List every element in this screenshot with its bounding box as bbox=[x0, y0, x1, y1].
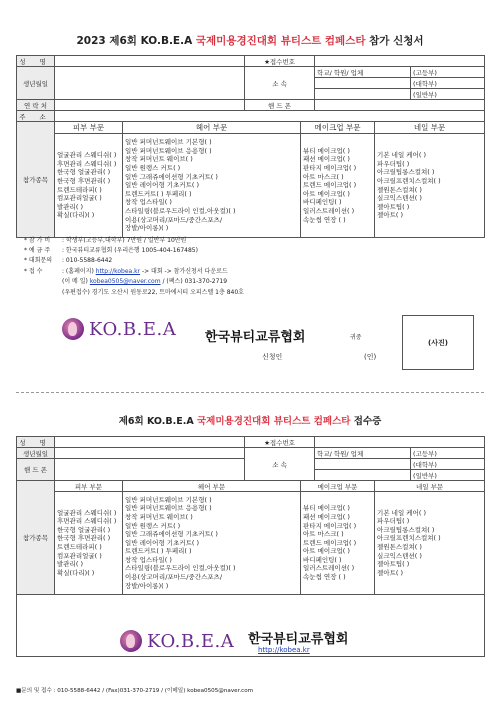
mobile-label: 핸 드 폰 bbox=[245, 100, 315, 111]
signer-label: 신청인 bbox=[262, 353, 283, 361]
event-option[interactable]: 트렌드커트( ) 투페리( ) bbox=[125, 189, 192, 198]
event-option[interactable]: 한국형 후면관리( ) bbox=[57, 176, 111, 185]
event-option[interactable]: 확실(다리)( ) bbox=[57, 568, 95, 577]
receipt-affiliation-option-general[interactable]: (일반부) bbox=[411, 470, 485, 481]
seal-label: (인) bbox=[364, 353, 377, 361]
event-option[interactable]: 젤원톤스컬쳐( ) bbox=[377, 185, 422, 194]
receipt-name-label: 성 명 bbox=[17, 437, 55, 448]
affiliation-option-general[interactable]: (일반부) bbox=[411, 89, 485, 100]
cut-line bbox=[16, 392, 484, 393]
receipt-reg-no-label: ★접수번호 bbox=[245, 437, 315, 448]
event-option[interactable]: 파우더팁( ) bbox=[377, 159, 410, 168]
receipt-homepage-link[interactable]: http://kobea.kr bbox=[258, 646, 310, 654]
receipt-affiliation-label: 소 속 bbox=[245, 448, 315, 481]
event-option[interactable]: 이용(상고머리/포마드/중간스포츠/ bbox=[125, 215, 223, 224]
group-head-makeup: 메이크업 부문 bbox=[301, 122, 375, 134]
receipt-group-head-nail: 네일 부문 bbox=[375, 481, 485, 492]
receipt-reg-no-value[interactable] bbox=[315, 437, 485, 448]
event-option[interactable]: 판타지 메이크업( ) bbox=[303, 521, 357, 530]
group-head-skin: 피부 부문 bbox=[55, 122, 123, 134]
event-option[interactable]: 한국형 얼굴관리( ) bbox=[57, 525, 111, 534]
event-option[interactable]: 실크익스텐션( ) bbox=[377, 551, 422, 560]
receipt-group-items-makeup[interactable] bbox=[301, 492, 375, 595]
event-option[interactable]: 아크릴팁롱스컬쳐( ) bbox=[377, 168, 435, 177]
receipt-group-head-skin: 피부 부문 bbox=[55, 481, 123, 492]
affiliation-input[interactable] bbox=[315, 78, 411, 89]
receipt-event-label: 참가종목 bbox=[17, 481, 55, 595]
apply-mail-line: (우편접수) 경기도 오산시 원동로22, 트마에시티 오피스텔 1층 840호 bbox=[62, 289, 244, 296]
homepage-link[interactable]: http://kobea.kr bbox=[95, 268, 141, 275]
event-option[interactable]: 일반 퍼머넌트웨이브 기본형( ) bbox=[125, 138, 212, 147]
receipt-birth-input[interactable] bbox=[55, 448, 245, 459]
event-option[interactable]: 일러스트레이션( ) bbox=[303, 206, 355, 215]
event-option[interactable]: 트렌드커트( ) 투페리( ) bbox=[125, 547, 192, 556]
apply-line: * 접 수 : (홈페이지) http://kobea.kr -> 대회 -> 참가신청서 다운로드 bbox=[24, 268, 228, 275]
receipt-table bbox=[16, 436, 485, 657]
name-label: 성 명 bbox=[17, 56, 55, 67]
event-option[interactable]: 확실(다리)( ) bbox=[57, 211, 95, 220]
birth-input[interactable] bbox=[55, 67, 245, 100]
event-option[interactable]: 장발/아이롱)( ) bbox=[125, 581, 169, 590]
receipt-affiliation-sub-label: 학교/ 학원/ 업체 bbox=[315, 448, 411, 459]
event-option[interactable]: 뷰티 메이크업( ) bbox=[303, 146, 350, 155]
event-label: 참가종목 bbox=[17, 122, 55, 238]
receipt-birth-label: 생년월일 bbox=[17, 448, 55, 459]
event-option[interactable]: 일러스트레이션( ) bbox=[303, 564, 355, 573]
group-items-makeup[interactable] bbox=[301, 134, 375, 238]
event-option[interactable]: 얼굴관리 스웨디쉬( ) bbox=[57, 508, 117, 517]
receipt-kobea-logo-icon bbox=[120, 630, 142, 652]
event-option[interactable]: 아크릴프렌치스컬쳐( ) bbox=[377, 534, 441, 543]
receipt-logo bbox=[120, 630, 234, 652]
group-head-hair: 헤어 부문 bbox=[123, 122, 301, 134]
event-option[interactable]: 장발/아이롱)( ) bbox=[125, 224, 169, 233]
recipient-suffix: 귀중 bbox=[350, 334, 362, 341]
event-option[interactable]: 아트 메이크업( ) bbox=[303, 189, 350, 198]
event-option[interactable]: 패션 메이크업( ) bbox=[303, 155, 350, 164]
event-option[interactable]: 컴포관리얼굴( ) bbox=[57, 194, 102, 203]
receipt-group-items-nail[interactable] bbox=[375, 492, 485, 595]
affiliation-label: 소 속 bbox=[245, 67, 315, 100]
event-option[interactable]: 판타지 메이크업( ) bbox=[303, 164, 357, 173]
application-table bbox=[16, 55, 485, 238]
receipt-mobile-label: 핸 드 폰 bbox=[17, 459, 55, 481]
event-option[interactable]: 일반 레이어형 기초커트( ) bbox=[125, 538, 200, 547]
contact-input[interactable] bbox=[55, 100, 245, 111]
event-option[interactable]: 기본 네일 케어( ) bbox=[377, 151, 426, 160]
event-option[interactable]: 얼굴관리 스웨디쉬( ) bbox=[57, 151, 117, 160]
receipt-mobile-input[interactable] bbox=[55, 459, 245, 481]
event-option[interactable]: 바디페인팅( ) bbox=[303, 198, 342, 207]
receipt-name-input[interactable] bbox=[55, 437, 245, 448]
event-option[interactable]: 창작 퍼머넌트 웨이브( ) bbox=[125, 512, 193, 521]
event-option[interactable]: 스타일링(블로우드라이 인컬,아웃컬)( ) bbox=[125, 564, 236, 573]
event-option[interactable]: 바디페인팅( ) bbox=[303, 555, 342, 564]
affiliation-option-high[interactable]: (고등부) bbox=[411, 67, 485, 78]
logo bbox=[62, 318, 176, 340]
event-option[interactable]: 뷰티 메이크업( ) bbox=[303, 504, 350, 513]
event-option[interactable]: 젤원톤스컬쳐( ) bbox=[377, 543, 422, 551]
photo-box[interactable]: (사진) bbox=[402, 315, 474, 370]
receipt-logo-cell bbox=[17, 595, 485, 657]
event-option[interactable]: 발관리( ) bbox=[57, 560, 83, 569]
event-option[interactable]: 젤아트팁( ) bbox=[377, 560, 410, 569]
footer-contact: ■문의 및 접수 : 010-5588-6442 / (Fax)031-370-2719 / (이메일) kobea0505@naver.com bbox=[16, 688, 254, 694]
affiliation-input-2[interactable] bbox=[315, 89, 411, 100]
event-option[interactable]: 한국형 후면관리( ) bbox=[57, 534, 111, 543]
event-option[interactable]: 스타일링(블로우드라이 인컬,아웃컬)( ) bbox=[125, 206, 236, 215]
logo-text: KO.B.E.A bbox=[89, 318, 177, 340]
group-head-nail: 네일 부문 bbox=[375, 122, 485, 134]
email-link[interactable]: kobea0505@naver.com bbox=[89, 278, 161, 285]
event-option[interactable]: 아트 마스크( ) bbox=[303, 530, 344, 539]
inquiry-line: * 대회문의 : 010-5588-6442 bbox=[24, 257, 113, 264]
reg-no-value[interactable] bbox=[315, 56, 485, 67]
event-option[interactable]: 일반 레이어형 기초커트( ) bbox=[125, 181, 200, 190]
receipt-title: 제6회 KO.B.E.A 국제미용경진대회 뷰티스트 컴페스타 접수증 bbox=[118, 416, 382, 427]
group-items-nail[interactable] bbox=[375, 134, 485, 238]
event-option[interactable]: 아트 마스크( ) bbox=[303, 172, 344, 181]
event-option[interactable]: 트렌드 메이크업( ) bbox=[303, 538, 357, 547]
receipt-group-head-hair: 헤어 부문 bbox=[123, 481, 301, 492]
birth-label: 생년월일 bbox=[17, 67, 55, 100]
receipt-group-head-makeup: 메이크업 부문 bbox=[301, 481, 375, 492]
event-option[interactable]: 일반 퍼머넌트웨이브 응용형( ) bbox=[125, 504, 212, 513]
address-input[interactable] bbox=[55, 111, 485, 122]
fee-line: * 참 가 비 : 학생부(고등부,대학부) 7만원 / 일반부 10만원 bbox=[24, 237, 187, 244]
apply-email-line: (이 메 일) kobea0505@naver.com / (팩스) 031-370-2719 bbox=[62, 278, 228, 285]
event-option[interactable]: 창작 퍼머넌트 웨이브( ) bbox=[125, 155, 193, 164]
reg-no-label: ★접수번호 bbox=[245, 56, 315, 67]
event-option[interactable]: 일반 퍼머넌트웨이브 기본형( ) bbox=[125, 495, 212, 504]
event-option[interactable]: 일반 원랭스 커트( ) bbox=[125, 521, 181, 530]
event-option[interactable]: 후면관리 스웨디쉬( ) bbox=[57, 517, 117, 526]
event-option[interactable]: 한국형 얼굴관리( ) bbox=[57, 168, 111, 177]
event-option[interactable]: 일반 원랭스 커트( ) bbox=[125, 164, 181, 173]
event-option[interactable]: 속눈썹 연장 ( ) bbox=[303, 573, 346, 582]
event-option[interactable]: 아크릴팁롱스컬쳐( ) bbox=[377, 525, 435, 534]
contact-label: 연 락 처 bbox=[17, 100, 55, 111]
event-option[interactable]: 트렌드테라피( ) bbox=[57, 185, 102, 194]
receipt-affiliation-input[interactable] bbox=[315, 459, 411, 470]
address-label: 주 소 bbox=[17, 111, 55, 122]
event-option[interactable]: 젤아트( ) bbox=[377, 211, 404, 220]
receipt-logo-text: KO.B.E.A bbox=[147, 630, 235, 652]
receipt-association-name: 한국뷰티교류협회 bbox=[248, 632, 349, 647]
event-option[interactable]: 트렌드 메이크업( ) bbox=[303, 181, 357, 190]
event-option[interactable]: 트렌드테라피( ) bbox=[57, 543, 102, 551]
event-option[interactable]: 일반 퍼머넌트웨이브 응용형( ) bbox=[125, 146, 212, 155]
receipt-group-items-skin[interactable] bbox=[55, 492, 123, 595]
kobea-logo-icon bbox=[62, 318, 84, 340]
group-items-hair[interactable] bbox=[123, 134, 301, 238]
affiliation-option-college[interactable]: (대학부) bbox=[411, 78, 485, 89]
receipt-affiliation-option-high[interactable]: (고등부) bbox=[411, 448, 485, 459]
receipt-group-items-hair[interactable] bbox=[123, 492, 301, 595]
name-input[interactable] bbox=[55, 56, 245, 67]
event-option[interactable]: 일반 그래쥬에이션형 기초커트( ) bbox=[125, 530, 218, 539]
event-option[interactable]: 실크익스텐션( ) bbox=[377, 194, 422, 203]
event-option[interactable]: 패션 메이크업( ) bbox=[303, 512, 350, 521]
event-option[interactable]: 창작 업스타일( ) bbox=[125, 555, 172, 564]
event-option[interactable]: 기본 네일 케어( ) bbox=[377, 508, 426, 517]
event-option[interactable]: 젤아트팁( ) bbox=[377, 202, 410, 211]
event-option[interactable]: 속눈썹 연장 ( ) bbox=[303, 215, 346, 224]
event-option[interactable]: 컴포관리얼굴( ) bbox=[57, 551, 102, 560]
receipt-affiliation-option-college[interactable]: (대학부) bbox=[411, 459, 485, 470]
affiliation-sub-label: 학교/ 학원/ 업체 bbox=[315, 67, 411, 78]
event-option[interactable]: 파우더팁( ) bbox=[377, 517, 410, 526]
event-option[interactable]: 발관리( ) bbox=[57, 202, 83, 211]
receipt-affiliation-input-2[interactable] bbox=[315, 470, 411, 481]
event-option[interactable]: 아크릴프렌치스컬쳐( ) bbox=[377, 176, 441, 185]
event-option[interactable]: 젤아트( ) bbox=[377, 568, 404, 577]
event-option[interactable]: 일반 그래쥬에이션형 기초커트( ) bbox=[125, 172, 218, 181]
bank-line: * 예 금 주 : 한국뷰티교류협회 (우리은행 1005-404-167485) bbox=[24, 247, 198, 254]
group-items-skin[interactable] bbox=[55, 134, 123, 238]
event-option[interactable]: 아트 메이크업( ) bbox=[303, 547, 350, 556]
form-title: 2023 제6회 KO.B.E.A 국제미용경진대회 뷰티스트 컴페스타 참가 신청서 bbox=[76, 35, 424, 47]
mobile-input[interactable] bbox=[315, 100, 485, 111]
event-option[interactable]: 이용(상고머리/포마드/중간스포츠/ bbox=[125, 573, 223, 582]
event-option[interactable]: 창작 업스타일( ) bbox=[125, 198, 172, 207]
association-name: 한국뷰티교류협회 bbox=[205, 330, 306, 345]
event-option[interactable]: 후면관리 스웨디쉬( ) bbox=[57, 159, 117, 168]
